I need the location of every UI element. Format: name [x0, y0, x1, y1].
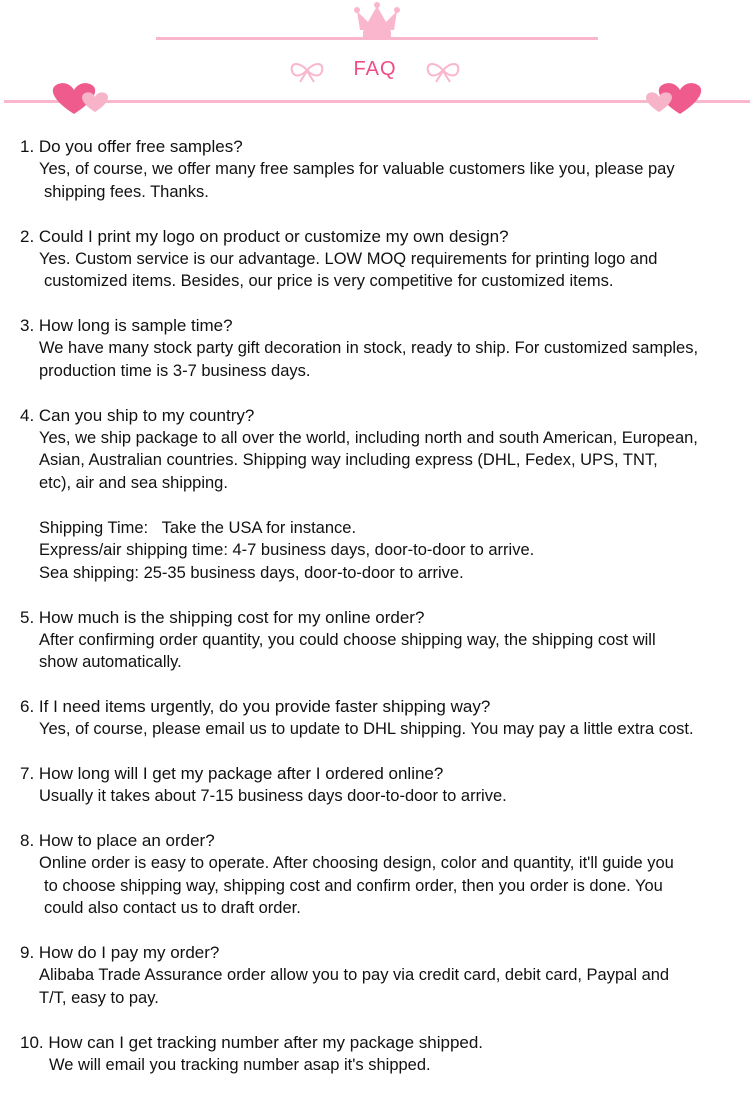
faq-item-2: [20, 226, 750, 293]
faq-answer-line: Online order is easy to operate. After choosing design, color and quantity, it'll guide you: [39, 854, 674, 872]
faq-answer-line: We have many stock party gift decoration in stock, ready to ship. For customized samples,: [39, 339, 699, 357]
faq-answer-line: After confirming order quantity, you could choose shipping way, the shipping cost will: [39, 630, 656, 649]
faq-answer-line: Yes, of course, please email us to update to DHL shipping. You may pay a little extra cost.: [39, 720, 694, 738]
faq-item-5: [20, 607, 750, 674]
faq-item-9: [20, 942, 750, 1009]
faq-answer-line: Usually it takes about 7-15 business days door-to-door to arrive.: [39, 787, 507, 805]
shipping-time-line: Express/air shipping time: 4-7 business days, door-to-door to arrive.: [39, 541, 535, 559]
faq-answer-line: etc), air and sea shipping.: [39, 473, 228, 492]
faq-item-4: [20, 405, 750, 585]
faq-answer-line: T/T, easy to pay.: [39, 988, 159, 1007]
faq-question: 8. How to place an order?: [20, 831, 215, 850]
faq-item-3: [20, 315, 750, 382]
faq-item-8: [20, 830, 750, 920]
hearts-icon-right: [646, 83, 701, 114]
faq-answer-line: Asian, Australian countries. Shipping way including express (DHL, Fedex, UPS, TNT,: [39, 451, 658, 469]
faq-answer-line: Yes, of course, we offer many free samples for valuable customers like you, please pay: [39, 160, 675, 178]
faq-answer-line: to choose shipping way, shipping cost and confirm order, then you order is done. You: [44, 876, 663, 895]
faq-answer-line: Alibaba Trade Assurance order allow you to pay via credit card, debit card, Paypal and: [39, 966, 670, 984]
faq-question: 7. How long will I get my package after I ordered online?: [20, 764, 444, 783]
faq-answer-line: customized items. Besides, our price is very competitive for customized items.: [44, 272, 614, 290]
faq-answer-line: show automatically.: [39, 653, 182, 671]
faq-answer-line: could also contact us to draft order.: [44, 899, 301, 917]
faq-question: 5. How much is the shipping cost for my online order?: [20, 607, 425, 627]
faq-item-6: [20, 696, 750, 741]
faq-question: 4. Can you ship to my country?: [20, 405, 255, 425]
faq-answer-line: production time is 3-7 business days.: [39, 361, 311, 380]
faq-title: FAQ: [353, 58, 397, 80]
hearts-icon-left: [53, 83, 108, 114]
faq-question: 3. How long is sample time?: [20, 316, 233, 335]
faq-answer-line: shipping fees. Thanks.: [44, 182, 209, 201]
faq-item-7: [20, 763, 750, 808]
faq-item-10: [20, 1032, 750, 1077]
faq-question: 10. How can I get tracking number after my package shipped.: [20, 1032, 484, 1052]
faq-answer-line: Yes. Custom service is our advantage. LOW MOQ requirements for printing logo and: [39, 249, 658, 268]
faq-question: 2. Could I print my logo on product or customize my own design?: [20, 226, 509, 246]
faq-item-1: [20, 136, 750, 203]
faq-list: [20, 136, 750, 1076]
shipping-time-line: Shipping Time: Take the USA for instance.: [39, 518, 357, 537]
faq-answer-line: Yes, we ship package to all over the world, including north and south American, European,: [39, 428, 698, 447]
crown-icon: [354, 2, 400, 39]
bottom-divider-line: [4, 100, 750, 103]
faq-question: 6. If I need items urgently, do you provide faster shipping way?: [20, 697, 491, 716]
faq-question: 1. Do you offer free samples?: [20, 137, 243, 156]
faq-question: 9. How do I pay my order?: [20, 943, 220, 962]
shipping-time-line: Sea shipping: 25-35 business days, door-to-door to arrive.: [39, 563, 464, 582]
faq-answer-line: We will email you tracking number asap it's shipped.: [49, 1055, 431, 1074]
